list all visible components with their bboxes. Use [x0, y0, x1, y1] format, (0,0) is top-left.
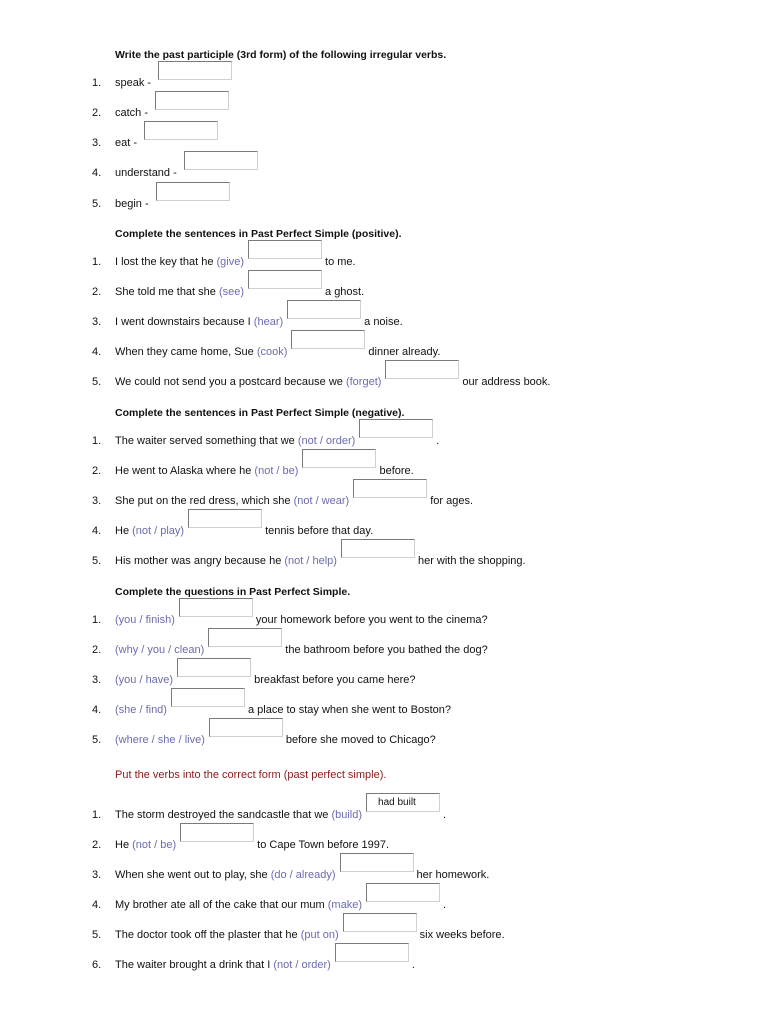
section-heading-questions: Complete the questions in Past Perfect Simple. [115, 586, 351, 598]
verb-hint: (not / play) [132, 525, 185, 537]
exercise-item [92, 665, 728, 687]
answer-input[interactable] [248, 270, 322, 289]
sentence-text: We could not send you a postcard because we [115, 376, 346, 388]
sentence-text: our address book. [462, 376, 551, 388]
item-number: 1. [92, 256, 102, 268]
sentence-text: tennis before that day. [265, 525, 374, 537]
exercise-item [92, 950, 728, 972]
verb-hint: (cook) [256, 346, 288, 358]
sentence-text: to me. [325, 256, 356, 268]
sentence-text: He [115, 525, 133, 537]
sentence-text: speak - [115, 77, 155, 89]
item-number: 1. [92, 614, 102, 626]
item-number: 4. [92, 346, 102, 358]
verb-hint: (not / help) [284, 555, 337, 567]
verb-hint: (give) [216, 256, 245, 268]
sentence-text: He [115, 839, 133, 851]
exercise-item [92, 546, 728, 568]
answer-input[interactable] [291, 330, 365, 349]
item-number: 3. [92, 137, 102, 149]
item-number: 3. [92, 674, 102, 686]
sentence-text: I went downstairs because I [115, 316, 254, 328]
exercise-item [92, 277, 728, 299]
exercise-item [92, 860, 728, 882]
sentence-text: for ages. [430, 495, 474, 507]
item-number: 6. [92, 959, 102, 971]
verb-hint: (see) [218, 286, 245, 298]
exercise-item [92, 456, 728, 478]
item-number: 1. [92, 77, 102, 89]
answer-input[interactable] [341, 539, 415, 558]
item-number: 2. [92, 286, 102, 298]
sentence-text: her with the shopping. [417, 555, 526, 567]
sentence-text: She told me that she [115, 286, 219, 298]
item-number: 2. [92, 465, 102, 477]
sentence-text: . [436, 435, 440, 447]
section-heading-irregular-verbs: Write the past participle (3rd form) of the following irregular verbs. [115, 49, 447, 61]
answer-input[interactable] [335, 943, 409, 962]
answer-input[interactable] [209, 718, 283, 737]
item-number: 3. [92, 869, 102, 881]
item-number: 2. [92, 107, 102, 119]
sentence-text: a noise. [364, 316, 403, 328]
verb-hint: (not / be) [254, 465, 299, 477]
exercise-item [92, 68, 728, 90]
verb-hint: (not / order) [297, 435, 356, 447]
sentence-text: She put on the red dress, which she [115, 495, 294, 507]
item-number: 5. [92, 376, 102, 388]
answer-input[interactable] [180, 823, 254, 842]
answer-input[interactable] [184, 151, 258, 170]
answer-input[interactable] [287, 300, 361, 319]
exercise-item [92, 830, 728, 852]
sentence-text: before. [379, 465, 414, 477]
item-number: 5. [92, 734, 102, 746]
item-number: 5. [92, 929, 102, 941]
sentence-text: catch - [115, 107, 152, 119]
exercise-item [92, 797, 728, 822]
section-heading-positive: Complete the sentences in Past Perfect Simple (positive). [115, 228, 402, 240]
item-number: 3. [92, 495, 102, 507]
answer-input[interactable] [340, 853, 414, 872]
item-number: 1. [92, 435, 102, 447]
sentence-text: six weeks before. [419, 929, 505, 941]
answer-input[interactable] [366, 883, 440, 902]
answer-input[interactable] [343, 913, 417, 932]
section-heading-correct-form: Put the verbs into the correct form (past perfect simple). [115, 769, 387, 781]
item-number: 2. [92, 644, 102, 656]
answer-input[interactable] [353, 479, 427, 498]
item-number: 2. [92, 839, 102, 851]
sentence-text: understand - [115, 167, 180, 179]
exercise-item [92, 189, 728, 211]
exercise-item [92, 337, 728, 359]
verb-hint: (where / she / live) [115, 734, 205, 746]
sentence-text: The waiter served something that we [115, 435, 298, 447]
sentence-text: The waiter brought a drink that I [115, 959, 274, 971]
sentence-text: . [411, 959, 415, 971]
exercise-item [92, 128, 728, 150]
answer-input[interactable] [179, 598, 253, 617]
exercise-item [92, 486, 728, 508]
sentence-text: When she went out to play, she [115, 869, 271, 881]
exercise-item [92, 725, 728, 747]
exercise-item [92, 247, 728, 269]
sentence-text: He went to Alaska where he [115, 465, 255, 477]
sentence-text: to Cape Town before 1997. [257, 839, 390, 851]
item-number: 5. [92, 198, 102, 210]
item-number: 4. [92, 704, 102, 716]
section-heading-negative: Complete the sentences in Past Perfect Simple (negative). [115, 407, 405, 419]
sentence-text: The storm destroyed the sandcastle that we [115, 809, 332, 821]
sentence-text: His mother was angry because he [115, 555, 285, 567]
answer-input[interactable] [188, 509, 262, 528]
sentence-text: dinner already. [368, 346, 441, 358]
answer-input[interactable] [302, 449, 376, 468]
exercise-item [92, 98, 728, 120]
verb-hint: (not / be) [132, 839, 177, 851]
item-number: 4. [92, 525, 102, 537]
exercise-item [92, 635, 728, 657]
verb-hint: (you / have) [115, 674, 174, 686]
sentence-text: My brother ate all of the cake that our mum [115, 899, 328, 911]
answer-input[interactable] [144, 121, 218, 140]
exercise-item [92, 158, 728, 180]
sentence-text: eat - [115, 137, 141, 149]
sentence-text: the bathroom before you bathed the dog? [285, 644, 488, 656]
item-number: 1. [92, 809, 102, 821]
exercise-item [92, 920, 728, 942]
verb-hint: (not / wear) [293, 495, 350, 507]
item-number: 4. [92, 167, 102, 179]
answer-input[interactable] [248, 240, 322, 259]
verb-hint: (build) [331, 809, 363, 821]
exercise-item [92, 890, 728, 912]
exercise-item [92, 695, 728, 717]
answer-input[interactable] [155, 91, 229, 110]
answer-input[interactable] [177, 658, 251, 677]
verb-hint: (put on) [300, 929, 339, 941]
sentence-text: a ghost. [325, 286, 365, 298]
sentence-text: . [443, 809, 447, 821]
item-number: 5. [92, 555, 102, 567]
answer-input[interactable] [158, 61, 232, 80]
answer-input[interactable] [208, 628, 282, 647]
item-number: 4. [92, 899, 102, 911]
verb-hint: (you / finish) [115, 614, 175, 626]
answer-input[interactable]: had built [366, 793, 440, 812]
verb-hint: (not / order) [273, 959, 331, 971]
sentence-text: breakfast before you came here? [254, 674, 416, 686]
answer-input[interactable] [359, 419, 433, 438]
exercise-item [92, 426, 728, 448]
exercise-item [92, 605, 728, 627]
verb-hint: (do / already) [270, 869, 336, 881]
sentence-text: I lost the key that he [115, 256, 217, 268]
answer-input[interactable] [385, 360, 459, 379]
sentence-text: begin - [115, 198, 152, 210]
exercise-item [92, 307, 728, 329]
verb-hint: (she / find) [115, 704, 167, 716]
sentence-text: . [443, 899, 447, 911]
sentence-text: her homework. [416, 869, 490, 881]
verb-hint: (forget) [345, 376, 382, 388]
verb-hint: (why / you / clean) [115, 644, 205, 656]
sentence-text: When they came home, Sue [115, 346, 257, 358]
item-number: 3. [92, 316, 102, 328]
verb-hint: (make) [327, 899, 362, 911]
sentence-text: The doctor took off the plaster that he [115, 929, 301, 941]
sentence-text: a place to stay when she went to Boston? [247, 704, 451, 716]
sentence-text: before she moved to Chicago? [285, 734, 436, 746]
answer-input[interactable] [156, 182, 230, 201]
verb-hint: (hear) [253, 316, 284, 328]
answer-input[interactable] [171, 688, 245, 707]
exercise-item [92, 367, 728, 389]
sentence-text: your homework before you went to the cinema? [255, 614, 488, 626]
exercise-item [92, 516, 728, 538]
